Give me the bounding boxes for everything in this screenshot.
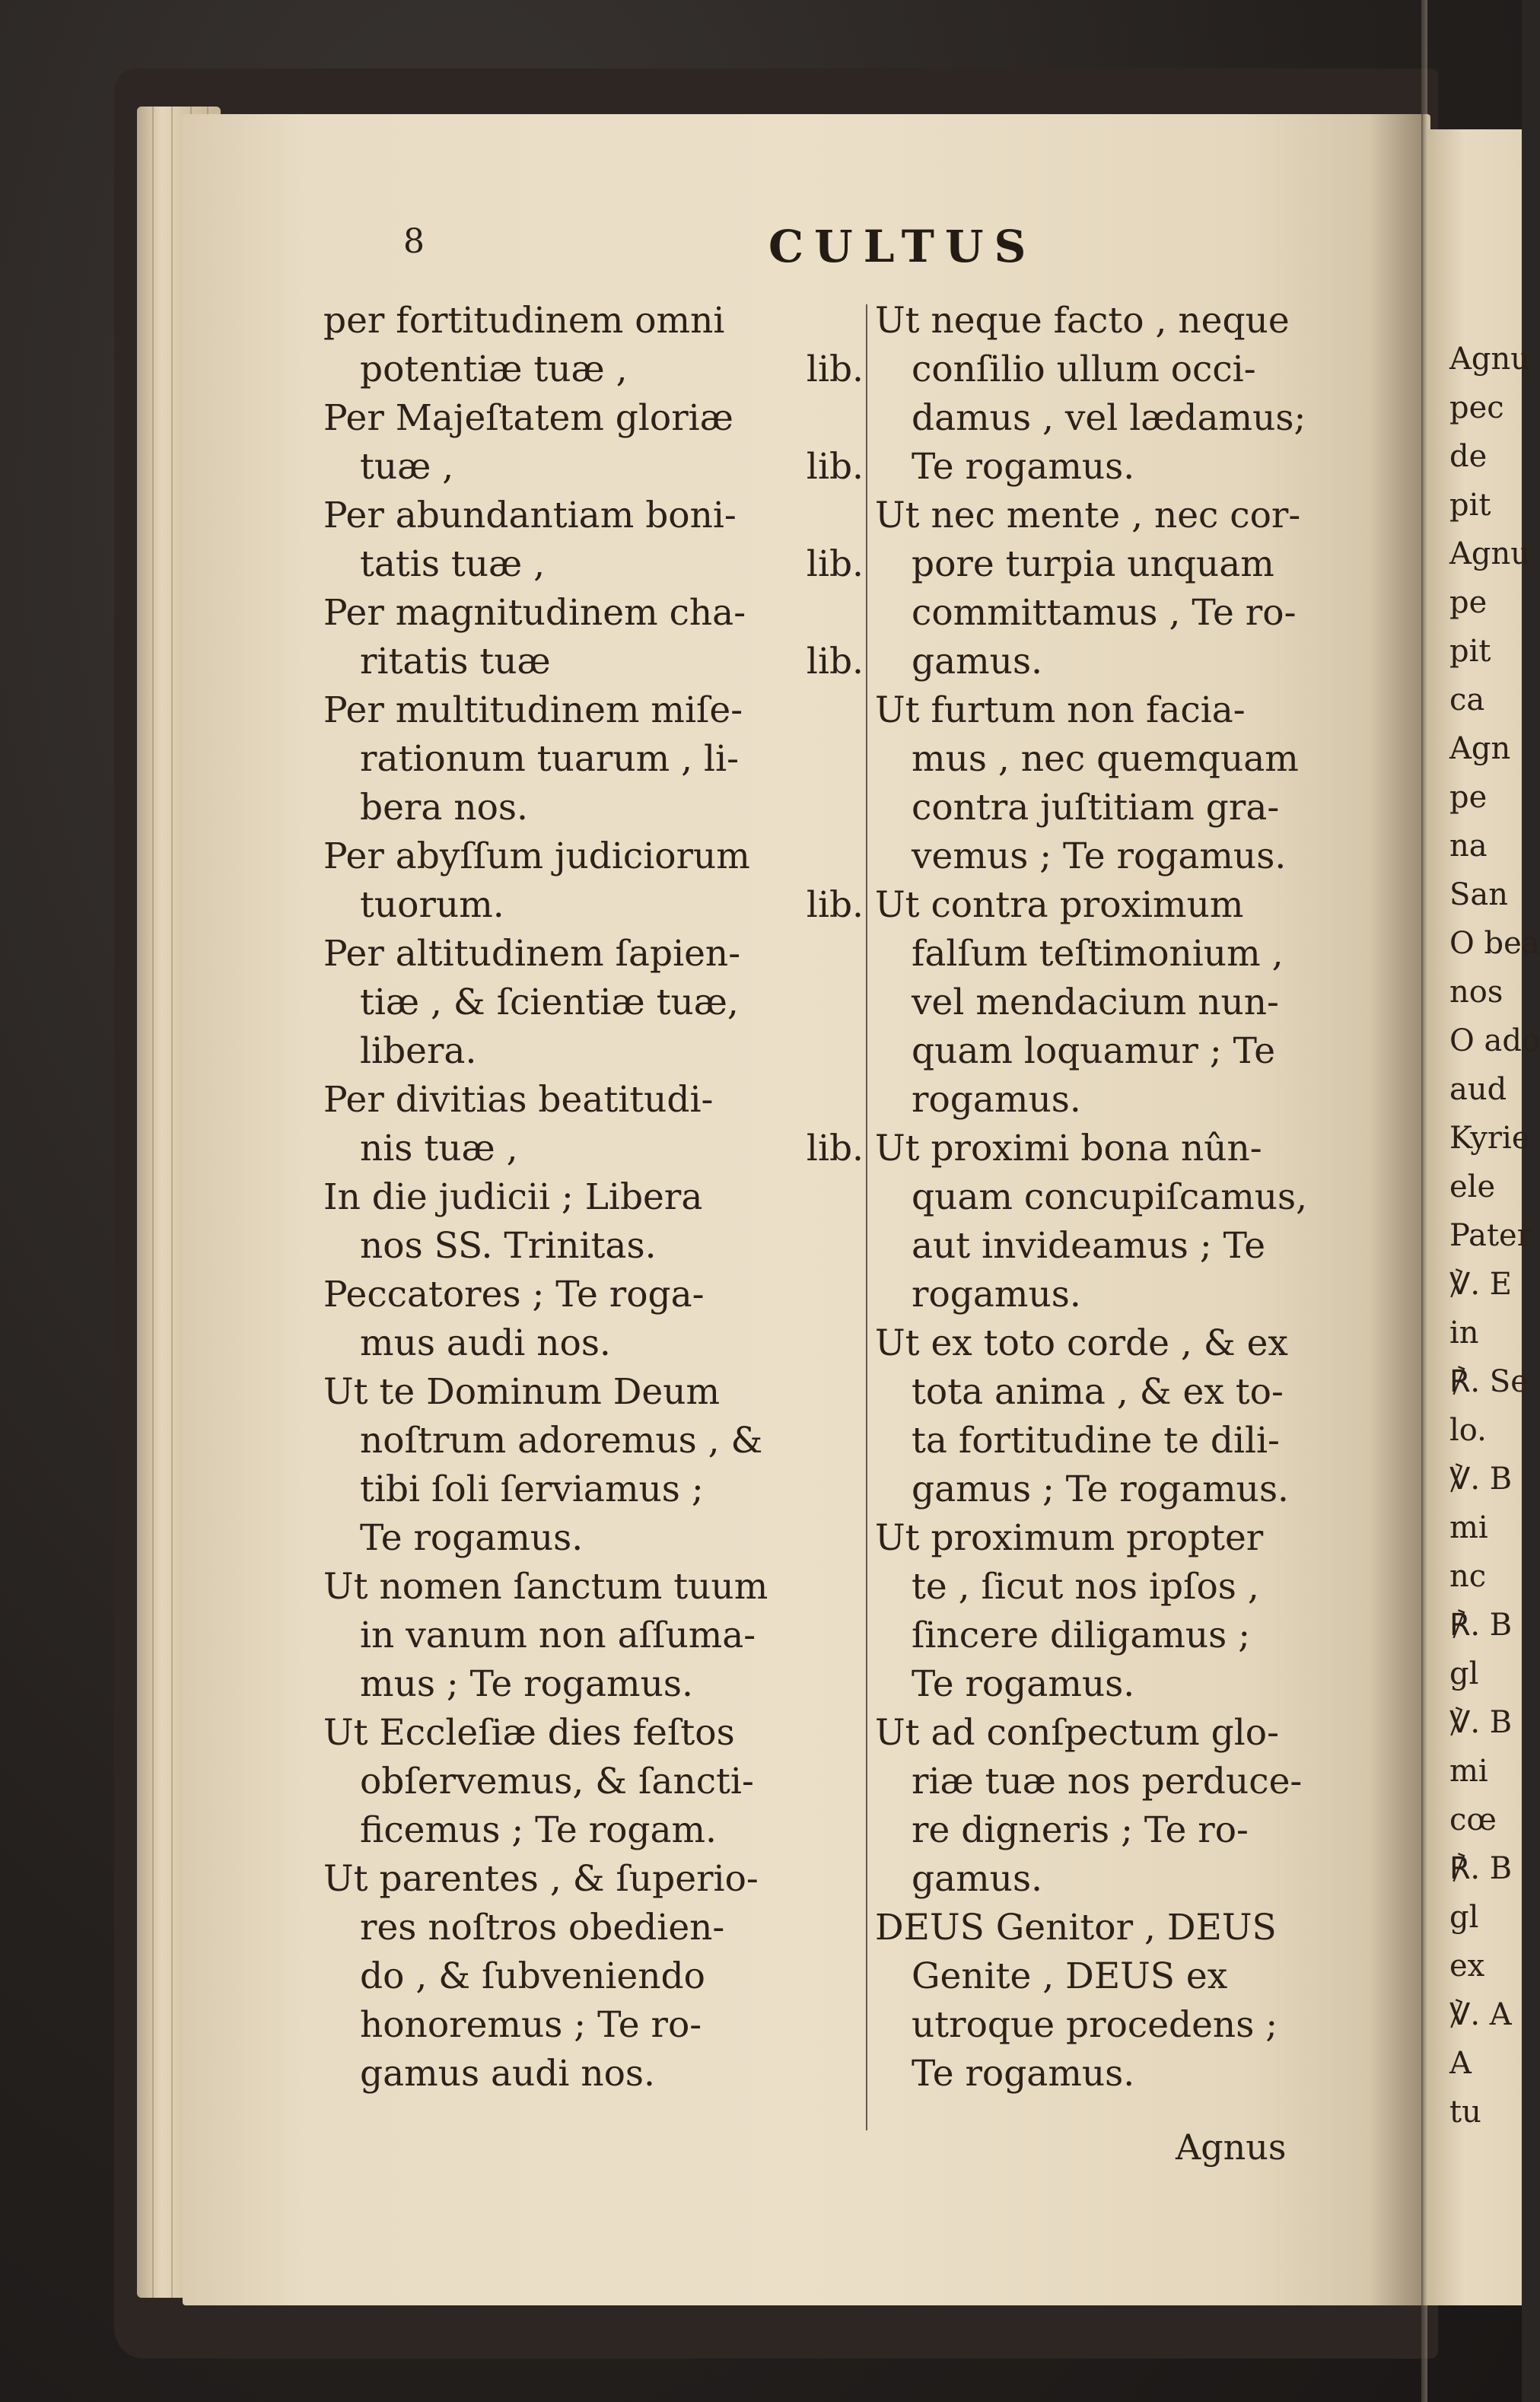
lib-abbrev: lib. [806, 446, 864, 488]
text-line: Per abundantiam boni- [323, 495, 737, 536]
litany-entry [323, 686, 864, 832]
litany-entry [875, 686, 1408, 881]
text-line: gamus. [912, 641, 1043, 682]
litany-entry [323, 1271, 864, 1368]
text-line: Ut nomen ſanctum tuum [323, 1566, 768, 1608]
text-line: Ut nec mente , nec cor- [875, 495, 1301, 536]
facing-page-fragment: de [1449, 439, 1488, 474]
litany-entry [323, 1563, 864, 1709]
facing-page-fragment: ex [1449, 1949, 1485, 1984]
column-divider [866, 304, 867, 2130]
catchword: Agnus [1176, 2127, 1287, 2168]
facing-page-fragment: nc [1449, 1559, 1487, 1594]
running-title: CULTUS [768, 221, 1037, 272]
text-line: ritatis tuæ [360, 641, 551, 682]
facing-page-fragment: San [1449, 877, 1509, 912]
text-line: quam concupiſcamus, [912, 1176, 1308, 1218]
text-line: do , & ſubveniendo [360, 1955, 705, 1997]
text-line: nis tuæ , [360, 1128, 518, 1169]
text-line: committamus , Te ro- [912, 592, 1297, 634]
text-line: potentiæ tuæ , [360, 348, 628, 390]
text-line: vel mendacium nun- [912, 981, 1279, 1023]
facing-page-fragment: lo. [1449, 1413, 1487, 1448]
text-line: libera. [360, 1030, 477, 1072]
text-line: Genite , DEUS ex [912, 1955, 1228, 1997]
litany-entry [323, 930, 864, 1076]
right-column [875, 297, 1408, 2098]
text-line: rationum tuarum , li- [360, 738, 739, 780]
litany-entry [323, 832, 864, 930]
text-line: tuæ , [360, 446, 454, 488]
litany-entry [323, 1855, 864, 2098]
facing-page-fragment: cœ [1449, 1802, 1497, 1837]
facing-page-fragment: pit [1449, 488, 1491, 523]
litany-entry [323, 1709, 864, 1855]
facing-page-fragment: pe [1449, 780, 1488, 815]
text-line: mus , nec quemquam [912, 738, 1299, 780]
facing-page-fragment: ℣. E [1449, 1267, 1512, 1302]
lib-abbrev: lib. [806, 884, 864, 926]
text-line [323, 638, 864, 686]
text-line [323, 345, 864, 394]
text-line: Per altitudinem ſapien- [323, 933, 741, 975]
text-line: Ut parentes , & ſuperio- [323, 1858, 759, 1900]
text-line: Ut furtum non facia- [875, 689, 1246, 731]
text-line: ficemus ; Te rogam. [360, 1809, 717, 1851]
facing-page-fragment: gl [1449, 1900, 1479, 1935]
facing-page-fragment: pec [1449, 390, 1504, 425]
text-line: ta fortitudine te dili- [912, 1420, 1280, 1462]
facing-page-fragment: ℣. B [1449, 1705, 1513, 1740]
litany-entry [875, 297, 1408, 492]
facing-page-fragment: Agnu [1449, 342, 1531, 377]
litany-entry [323, 1076, 864, 1173]
text-line: Ut proximum propter [875, 1517, 1264, 1559]
facing-page-fragment: ℟. B [1449, 1851, 1513, 1886]
facing-page-fragment: aud [1449, 1072, 1507, 1107]
litany-entry [875, 492, 1408, 686]
text-line: tibi ſoli ſerviamus ; [360, 1468, 704, 1510]
text-line: Per multitudinem miſe- [323, 689, 743, 731]
text-line: vemus ; Te rogamus. [912, 835, 1287, 877]
lib-abbrev: lib. [806, 641, 864, 682]
text-line: mus ; Te rogamus. [360, 1663, 693, 1705]
text-line: In die judicii ; Libera [323, 1176, 703, 1218]
litany-entry [323, 589, 864, 686]
facing-page-fragment: Kyrie [1449, 1121, 1530, 1156]
facing-page-fragment: A [1449, 2046, 1472, 2081]
facing-page-fragment: tu [1449, 2095, 1481, 2130]
text-line: Ut ex toto corde , & ex [875, 1322, 1288, 1364]
text-line: tatis tuæ , [360, 543, 546, 585]
text-line: Ut neque facto , neque [875, 300, 1290, 342]
facing-page-fragment: nos [1449, 975, 1503, 1010]
text-line: Per magnitudinem cha- [323, 592, 746, 634]
text-line: tuorum. [360, 884, 504, 926]
text-line: nos SS. Trinitas. [360, 1225, 657, 1267]
page-header [403, 222, 1415, 275]
facing-page-fragment: mi [1449, 1754, 1488, 1789]
text-line: rogamus. [912, 1079, 1081, 1121]
litany-entry [323, 1173, 864, 1271]
litany-entry [875, 1709, 1408, 1904]
facing-page-fragment: ele [1449, 1169, 1496, 1204]
scanner-glass-edge [1421, 0, 1427, 2402]
text-line: obſervemus, & ſancti- [360, 1761, 754, 1802]
text-line: Per Majeſtatem gloriæ [323, 397, 733, 439]
text-line: noſtrum adoremus , & [360, 1420, 763, 1462]
text-line: rogamus. [912, 1274, 1081, 1316]
litany-entry [875, 1514, 1408, 1709]
litany-entry [875, 1904, 1408, 2098]
text-line: gamus audi nos. [360, 2053, 655, 2095]
text-line: res noſtros obedien- [360, 1907, 725, 1949]
facing-page-fragment: pit [1449, 634, 1491, 669]
text-line: Ut ad conſpectum glo- [875, 1712, 1279, 1754]
litany-entry [875, 1319, 1408, 1514]
text-line: bera nos. [360, 787, 528, 829]
text-line: conſilio ullum occi- [912, 348, 1256, 390]
text-line: Ut Eccleſiæ dies feſtos [323, 1712, 735, 1754]
text-line: te , ſicut nos ipſos , [912, 1566, 1259, 1608]
facing-page-fragment: O bea [1449, 926, 1540, 961]
text-line: Per abyſſum judiciorum [323, 835, 750, 877]
text-line: contra juſtitiam gra- [912, 787, 1280, 829]
facing-page-fragment: mi [1449, 1510, 1488, 1545]
text-line: per fortitudinem omni [323, 300, 725, 342]
text-line: aut invideamus ; Te [912, 1225, 1266, 1267]
text-line: quam loquamur ; Te [912, 1030, 1276, 1072]
text-line: in vanum non aſſuma- [360, 1615, 756, 1656]
text-line: Per divitias beatitudi- [323, 1079, 714, 1121]
facing-page-fragment: pe [1449, 585, 1488, 620]
text-line [323, 881, 864, 930]
litany-entry [323, 394, 864, 492]
text-line: Peccatores ; Te roga- [323, 1274, 705, 1316]
text-line: Te rogamus. [360, 1517, 584, 1559]
text-line: tiæ , & ſcientiæ tuæ, [360, 981, 739, 1023]
text-line [323, 540, 864, 589]
facing-page-fragment: ℟. B [1449, 1608, 1513, 1643]
text-line: damus , vel lædamus; [912, 397, 1306, 439]
facing-page-fragment: ℣. A [1449, 1997, 1512, 2032]
text-line: tota anima , & ex to- [912, 1371, 1284, 1413]
facing-page-fragment: na [1449, 829, 1488, 864]
left-column [323, 297, 864, 2098]
text-line: honoremus ; Te ro- [360, 2004, 702, 2046]
facing-page-fragment: in [1449, 1316, 1479, 1351]
text-line: mus audi nos. [360, 1322, 611, 1364]
facing-page-fragment: ℟. Se [1449, 1364, 1529, 1399]
text-line: DEUS Genitor , DEUS [875, 1907, 1277, 1949]
lib-abbrev: lib. [806, 348, 864, 390]
text-line: Ut contra proximum [875, 884, 1244, 926]
text-line: gamus. [912, 1858, 1043, 1900]
text-line: gamus ; Te rogamus. [912, 1468, 1290, 1510]
litany-entry [323, 297, 864, 394]
text-line: Te rogamus. [912, 2053, 1135, 2095]
text-line [323, 1125, 864, 1173]
facing-page-fragment: gl [1449, 1656, 1479, 1691]
text-line: falſum teſtimonium , [912, 933, 1284, 975]
text-line: Te rogamus. [912, 446, 1135, 488]
litany-entry [323, 1368, 864, 1563]
facing-page-fragment: ℣. B [1449, 1462, 1513, 1497]
litany-entry [323, 492, 864, 589]
text-line: Ut te Dominum Deum [323, 1371, 721, 1413]
text-line: Ut proximi bona nûn- [875, 1128, 1262, 1169]
facing-page-fragment: ca [1449, 682, 1485, 717]
text-line: ſincere diligamus ; [912, 1615, 1251, 1656]
text-line [323, 443, 864, 492]
page-number: 8 [403, 222, 425, 261]
lib-abbrev: lib. [806, 543, 864, 585]
text-line: riæ tuæ nos perduce- [912, 1761, 1303, 1802]
text-line: utroque procedens ; [912, 2004, 1278, 2046]
facing-page-fragment: Pater [1449, 1218, 1532, 1253]
facing-page-fragment: Agnu [1449, 536, 1531, 571]
facing-page-fragment: Agn [1449, 731, 1511, 766]
text-line: re digneris ; Te ro- [912, 1809, 1249, 1851]
facing-page-text [1449, 335, 1540, 2136]
litany-entry [875, 881, 1408, 1125]
facing-page-fragment: O ado [1449, 1023, 1540, 1058]
text-line: Te rogamus. [912, 1663, 1135, 1705]
lib-abbrev: lib. [806, 1128, 864, 1169]
litany-entry [875, 1125, 1408, 1319]
text-line: pore turpia unquam [912, 543, 1274, 585]
